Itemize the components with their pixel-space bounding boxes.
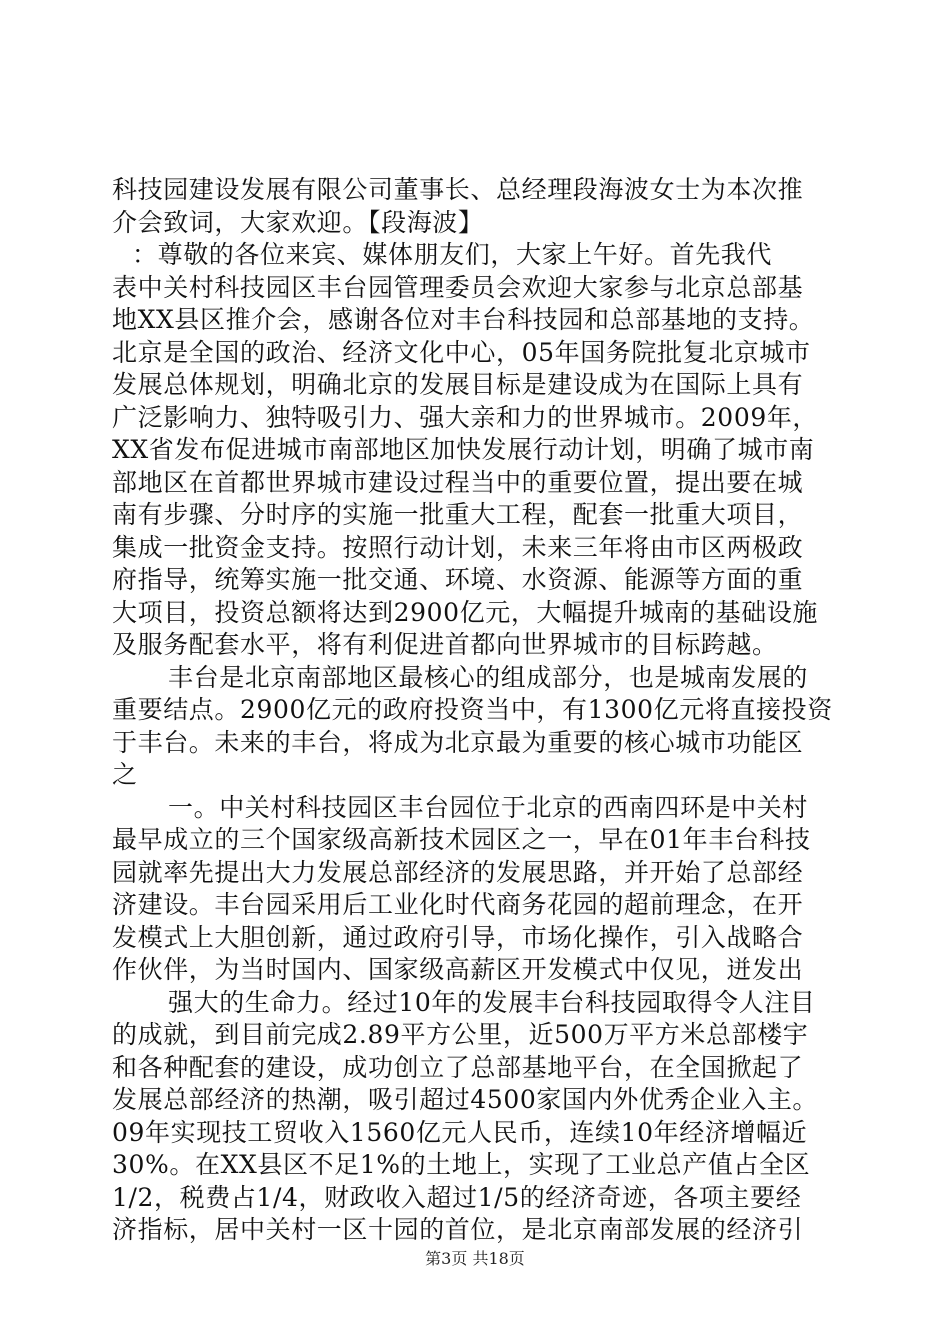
text-line: 济建设。丰台园采用后工业化时代商务花园的超前理念，在开 (112, 890, 804, 919)
text-line: 及服务配套水平，将有利促进首都向世界城市的目标跨越。 (112, 630, 778, 659)
text-line: 09年实现技工贸收入1560亿元人民币，连续10年经济增幅近 (112, 1117, 808, 1147)
text-line: 发模式上大胆创新，通过政府引导，市场化操作，引入战略合 (112, 922, 804, 952)
text-line: 和各种配套的建设，成功创立了总部基地平台，在全国掀起了 (112, 1052, 804, 1082)
text-line: 介会致词，大家欢迎。【段海波】 (112, 207, 484, 237)
text-line: 强大的生命力。经过10年的发展丰台科技园取得令人注目 (168, 987, 816, 1017)
text-line: 重要结点。2900亿元的政府投资当中，有1300亿元将直接投资 (112, 695, 833, 724)
text-line: 集成一批资金支持。按照行动计划，未来三年将由市区两极政 (112, 532, 804, 562)
page-number-footer: 第3页 共18页 (425, 1249, 525, 1268)
text-line: 之 (112, 760, 138, 789)
body-text (112, 174, 862, 1247)
text-line: 发展总部经济的热潮，吸引超过4500家国内外优秀企业入主。 (112, 1085, 819, 1114)
text-line: 发展总体规划，明确北京的发展目标是建设成为在国际上具有 (112, 370, 804, 399)
text-line: 府指导，统筹实施一批交通、环境、水资源、能源等方面的重 (112, 565, 804, 594)
text-line: 地XX县区推介会，感谢各位对丰台科技园和总部基地的支持。 (112, 305, 815, 334)
text-line: 园就率先提出大力发展总部经济的发展思路，并开始了总部经 (112, 857, 804, 887)
text-line: XX省发布促进城市南部地区加快发展行动计划，明确了城市南 (112, 435, 815, 464)
text-line: 大项目，投资总额将达到2900亿元，大幅提升城南的基础设施 (112, 597, 819, 627)
text-line: ：尊敬的各位来宾、媒体朋友们，大家上午好。首先我代 (132, 240, 773, 269)
text-line: 的成就，到目前完成2.89平方公里，近500万平方米总部楼宇 (112, 1020, 809, 1049)
text-line: 济指标，居中关村一区十园的首位，是北京南部发展的经济引 (112, 1215, 804, 1244)
text-line: 一。中关村科技园区丰台园位于北京的西南四环是中关村 (168, 792, 809, 822)
text-line: 科技园建设发展有限公司董事长、总经理段海波女士为本次推 (112, 175, 804, 204)
text-line: 表中关村科技园区丰台园管理委员会欢迎大家参与北京总部基 (112, 272, 804, 302)
text-line: 部地区在首都世界城市建设过程当中的重要位置，提出要在城 (112, 467, 804, 497)
text-line: 作伙伴，为当时国内、国家级高薪区开发模式中仅见，迸发出 (112, 955, 804, 984)
text-line: 于丰台。未来的丰台，将成为北京最为重要的核心城市功能区 (112, 727, 804, 757)
text-line: 丰台是北京南部地区最核心的组成部分，也是城南发展的 (168, 662, 809, 692)
text-line: 1/2，税费占1/4，财政收入超过1/5的经济奇迹，各项主要经 (112, 1182, 802, 1212)
text-line: 南有步骤、分时序的实施一批重大工程，配套一批重大项目， (112, 500, 804, 529)
text-line: 30%。在XX县区不足1%的土地上，实现了工业总产值占全区 (112, 1150, 811, 1179)
text-line: 最早成立的三个国家级高新技术园区之一，早在01年丰台科技 (112, 825, 811, 854)
text-line: 广泛影响力、独特吸引力、强大亲和力的世界城市。2009年， (112, 402, 819, 432)
text-line: 北京是全国的政治、经济文化中心，05年国务院批复北京城市 (112, 337, 811, 367)
